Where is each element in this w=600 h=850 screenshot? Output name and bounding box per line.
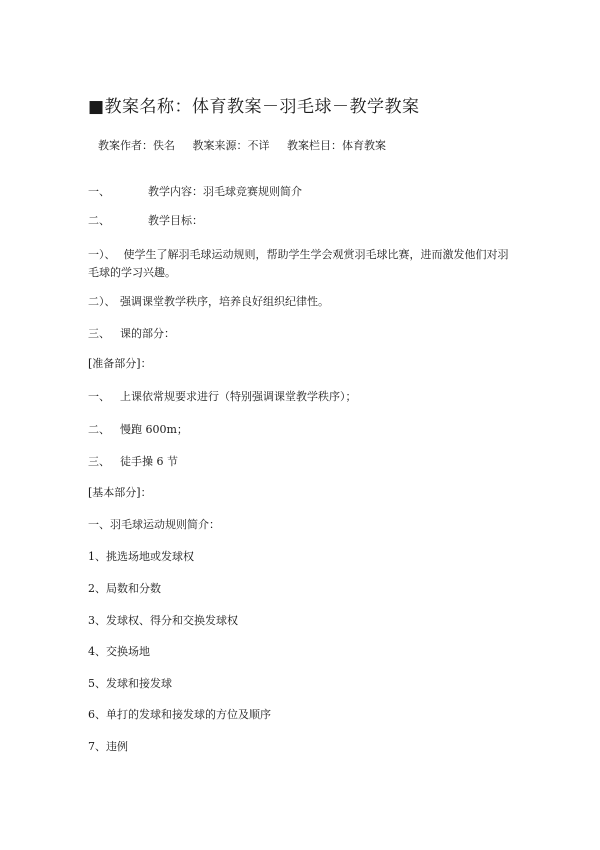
- objective-number: 二）、: [88, 295, 116, 308]
- objective-text: 强调课堂教学秩序，培养良好组织纪律性。: [120, 295, 329, 308]
- prep-text: 徒手操 6 节: [120, 455, 178, 468]
- prep-number: 一、: [88, 390, 110, 403]
- objective-line: [88, 293, 329, 311]
- section-number: 三、: [88, 327, 110, 340]
- section-number: 一、: [88, 185, 110, 198]
- section-line: [88, 183, 302, 201]
- document-title: ■教案名称：体育教案－羽毛球－教学教案: [88, 97, 420, 117]
- prep-item: [88, 421, 188, 439]
- prep-item: [88, 453, 178, 471]
- rule-item: 7、违例: [88, 740, 128, 753]
- prep-number: 三、: [88, 455, 110, 468]
- rule-item: 4、交换场地: [88, 645, 150, 658]
- prep-item: [88, 388, 357, 406]
- prep-text: 上课依常规要求进行（特别强调课堂教学秩序）；: [120, 390, 357, 403]
- meta-column: 教案栏目：体育教案: [287, 139, 386, 152]
- section-number: 二、: [88, 214, 110, 227]
- meta-author: 教案作者：佚名: [98, 139, 175, 152]
- section-text: 课的部分：: [120, 327, 175, 340]
- section-text: 教学内容：羽毛球竞赛规则简介: [148, 185, 302, 198]
- document-meta: [98, 137, 400, 153]
- rule-item: 2、局数和分数: [88, 582, 161, 595]
- part-heading: [基本部分]：: [88, 486, 152, 499]
- rule-item: 6、单打的发球和接发球的方位及顺序: [88, 708, 271, 721]
- rule-item: 5、发球和接发球: [88, 677, 172, 690]
- prep-number: 二、: [88, 423, 110, 436]
- objective-paragraph: [88, 246, 518, 282]
- meta-source: 教案来源：不详: [192, 139, 270, 152]
- section-line: [88, 212, 203, 230]
- objective-number: 一）、: [88, 248, 116, 261]
- rule-item: 3、发球权、得分和交换发球权: [88, 614, 238, 627]
- section-text: 教学目标：: [148, 214, 203, 227]
- part-heading: [准备部分]：: [88, 357, 152, 370]
- objective-text: 使学生了解羽毛球运动规则，帮助学生学会观赏羽毛球比赛，进而激发他们对羽毛球的学习兴趣。: [88, 248, 509, 279]
- rules-heading: 一、羽毛球运动规则简介：: [88, 518, 220, 531]
- section-line: [88, 325, 175, 343]
- prep-text: 慢跑 600m；: [120, 423, 188, 436]
- rule-item: 1、挑选场地或发球权: [88, 550, 194, 563]
